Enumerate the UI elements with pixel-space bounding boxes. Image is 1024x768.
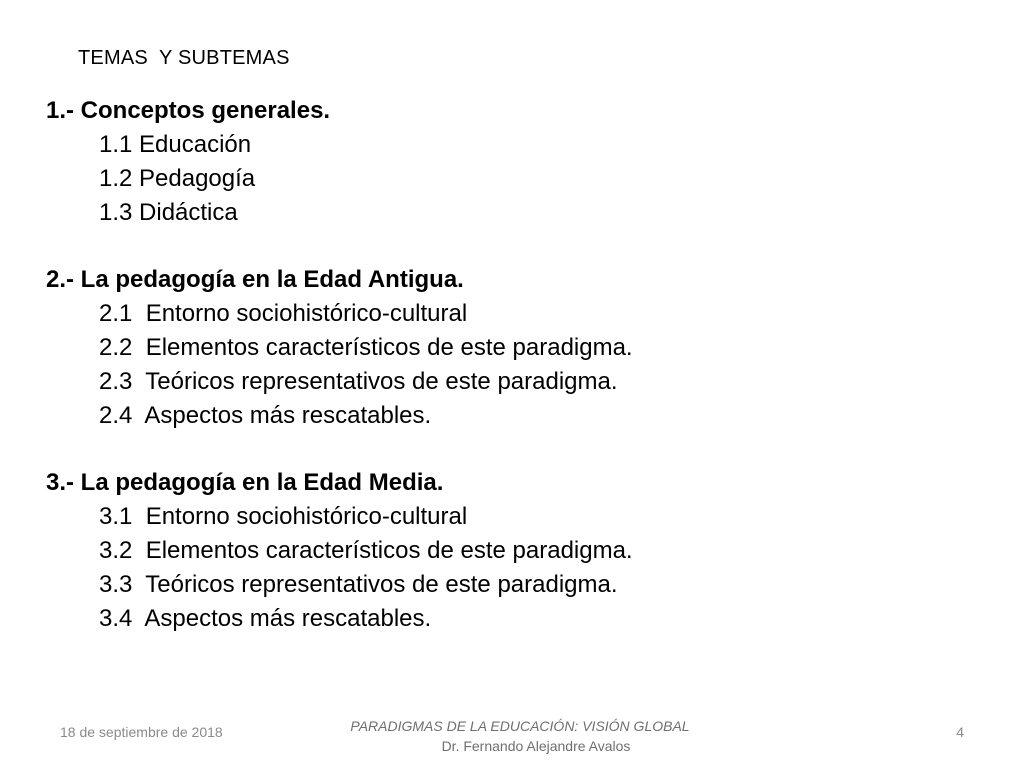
subtopic-item: 2.3 Teóricos representativos de este paradigma. <box>99 368 618 395</box>
footer-date: 18 de septiembre de 2018 <box>60 724 223 740</box>
subtopic-list <box>46 500 1006 636</box>
section-heading: 2.- La pedagogía en la Edad Antigua. <box>46 266 464 293</box>
subtopic-item: 1.2 Pedagogía <box>99 165 256 192</box>
slide-number: 4 <box>956 724 964 740</box>
subtopic-item: 2.4 Aspectos más rescatables. <box>99 402 432 429</box>
footer-course-title: PARADIGMAS DE LA EDUCACIÓN: VISIÓN GLOBAL <box>350 718 690 734</box>
subtopic-item: 3.2 Elementos característicos de este paradigma. <box>99 537 633 564</box>
subtopic-item: 3.3 Teóricos representativos de este paradigma. <box>99 571 618 598</box>
section-edad-antigua <box>46 263 1006 433</box>
section-heading: 1.- Conceptos generales. <box>46 97 331 124</box>
subtopic-list <box>46 128 1006 230</box>
footer-author: Dr. Fernando Alejandre Avalos <box>441 738 631 754</box>
subtopic-item: 1.1 Educación <box>99 131 252 158</box>
subtopic-list <box>46 297 1006 433</box>
subtopic-item: 2.2 Elementos característicos de este paradigma. <box>99 334 633 361</box>
section-conceptos <box>46 94 1006 230</box>
section-edad-media <box>46 466 1006 636</box>
section-heading: 3.- La pedagogía en la Edad Media. <box>46 469 444 496</box>
topics-outline <box>46 94 1006 669</box>
subtopic-item: 1.3 Didáctica <box>99 199 238 226</box>
subtopic-item: 3.1 Entorno sociohistórico-cultural <box>99 503 468 530</box>
footer-course-info <box>300 716 740 756</box>
subtopic-item: 3.4 Aspectos más rescatables. <box>99 605 432 632</box>
subtopic-item: 2.1 Entorno sociohistórico-cultural <box>99 300 468 327</box>
slide-title: TEMAS Y SUBTEMAS <box>78 47 290 69</box>
